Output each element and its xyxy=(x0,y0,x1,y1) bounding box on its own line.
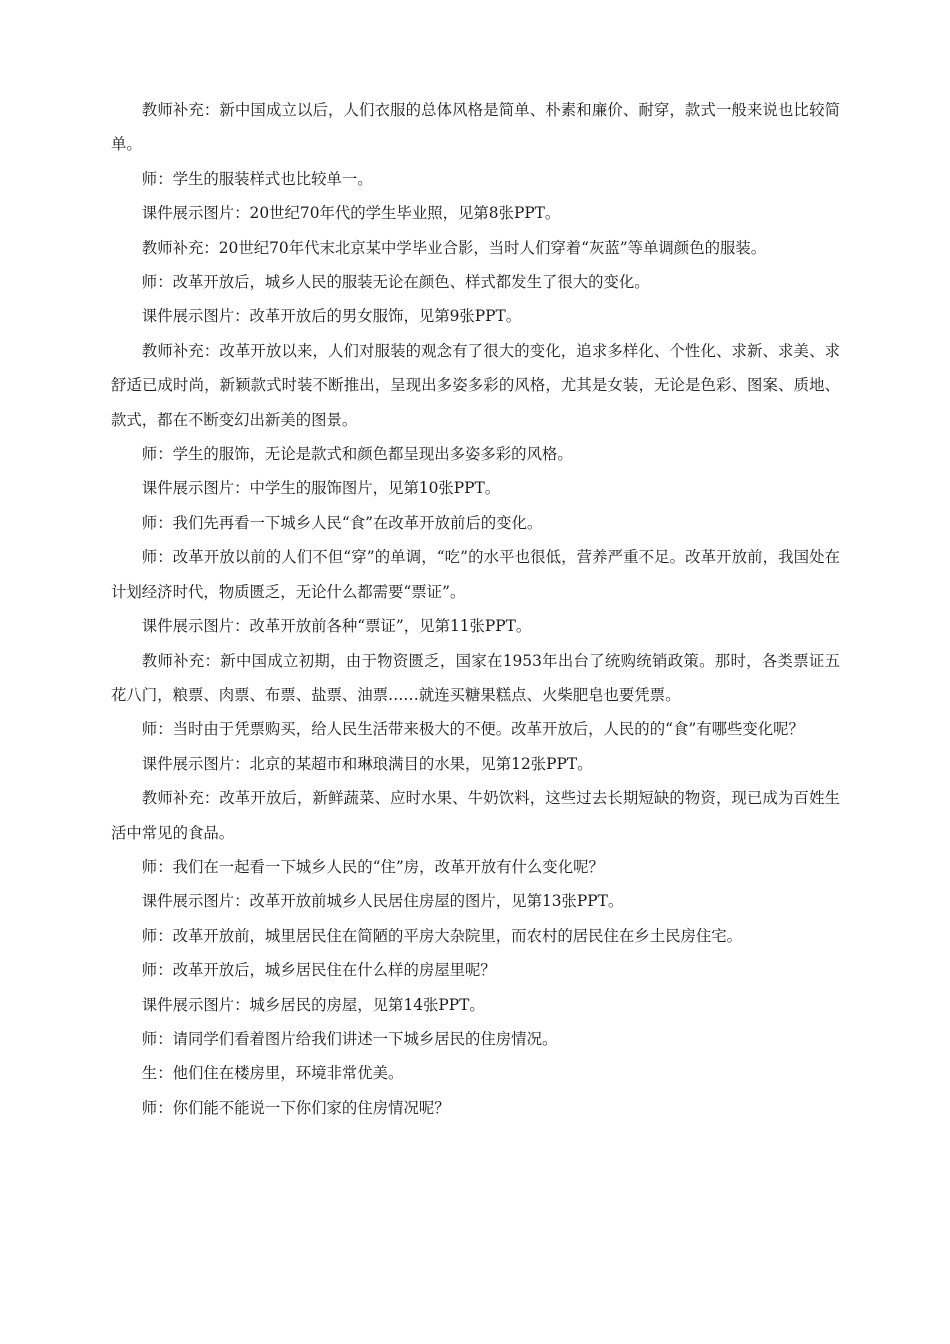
paragraph-slide-10: 课件展示图片：中学生的服饰图片，见第10张PPT。 xyxy=(141,479,501,498)
paragraph-food-before-reform: 师：改革开放以前的人们不但“穿”的单调，“吃”的水平也很低，营养严重不足。改革开放前，我国处在计划经济时代，物质匮乏，无论什么都需要“票证”。 xyxy=(111,548,840,601)
paragraph-slide-8: 课件展示图片：20世纪70年代的学生毕业照，见第8张PPT。 xyxy=(141,204,561,223)
paragraph-slide-12: 课件展示图片：北京的某超市和琳琅满目的水果，见第12张PPT。 xyxy=(141,754,593,773)
paragraph-housing-intro: 师：我们在一起看一下城乡人民的“住”房，改革开放有什么变化呢？ xyxy=(141,857,604,876)
paragraph-housing-describe: 师：请同学们看着图片给我们讲述一下城乡居民的住房情况。 xyxy=(141,1029,558,1048)
paragraph-slide-13: 课件展示图片：改革开放前城乡人民居住房屋的图片，见第13张PPT。 xyxy=(141,892,624,911)
paragraph-housing-before-reform: 师：改革开放前，城里居民住在简陋的平房大杂院里，而农村的居民住在乡土民房住宅。 xyxy=(141,926,743,945)
paragraph-student-fashion: 师：学生的服饰，无论是款式和颜色都呈现出多姿多彩的风格。 xyxy=(141,445,573,464)
paragraph-student-clothing-single: 师：学生的服装样式也比较单一。 xyxy=(141,169,373,188)
paragraph-clothing-change: 师：改革开放后，城乡人民的服装无论在颜色、样式都发生了很大的变化。 xyxy=(141,273,650,292)
paragraph-slide-14: 课件展示图片：城乡居民的房屋，见第14张PPT。 xyxy=(141,995,485,1014)
paragraph-teacher-note-clothing-style: 教师补充：新中国成立以后，人们衣服的总体风格是简单、朴素和廉价、耐穿，款式一般来说也比较简单。 xyxy=(111,101,840,154)
paragraph-slide-11: 课件展示图片：改革开放前各种“票证”，见第11张PPT。 xyxy=(141,617,532,636)
paragraph-slide-9: 课件展示图片：改革开放后的男女服饰，见第9张PPT。 xyxy=(141,307,522,326)
paragraph-teacher-note-fashion: 教师补充：改革开放以来，人们对服装的观念有了很大的变化，追求多样化、个性化、求新、求美、求舒适已成时尚，新颖款式时装不断推出，呈现出多姿多彩的风格，尤其是女装，无论是色彩、图案、质地、款式，都在不断变幻出新美的图景。 xyxy=(111,341,840,429)
document-body xyxy=(111,93,840,1125)
paragraph-teacher-note-coupons: 教师补充：新中国成立初期，由于物资匮乏，国家在1953年出台了统购统销政策。那时，各类票证五花八门，粮票、肉票、布票、盐票、油票……就连买糖果糕点、火柴肥皂也要凭票。 xyxy=(111,651,840,704)
paragraph-teacher-note-70s-photo: 教师补充：20世纪70年代末北京某中学毕业合影，当时人们穿着“灰蓝”等单调颜色的服装。 xyxy=(141,238,767,257)
paragraph-student-answer: 生：他们住在楼房里，环境非常优美。 xyxy=(141,1064,404,1083)
paragraph-housing-after-reform-question: 师：改革开放后，城乡居民住在什么样的房屋里呢？ xyxy=(141,961,496,980)
paragraph-teacher-note-food: 教师补充：改革开放后，新鲜蔬菜、应时水果、牛奶饮料，这些过去长期短缺的物资，现已成为百姓生活中常见的食品。 xyxy=(111,789,840,842)
paragraph-food-after-reform-question: 师：当时由于凭票购买，给人民生活带来极大的不便。改革开放后，人民的的“食”有哪些变化呢？ xyxy=(141,720,804,739)
paragraph-food-intro: 师：我们先再看一下城乡人民“食”在改革开放前后的变化。 xyxy=(141,513,543,532)
paragraph-own-housing-question: 师：你们能不能说一下你们家的住房情况呢？ xyxy=(141,1098,450,1117)
